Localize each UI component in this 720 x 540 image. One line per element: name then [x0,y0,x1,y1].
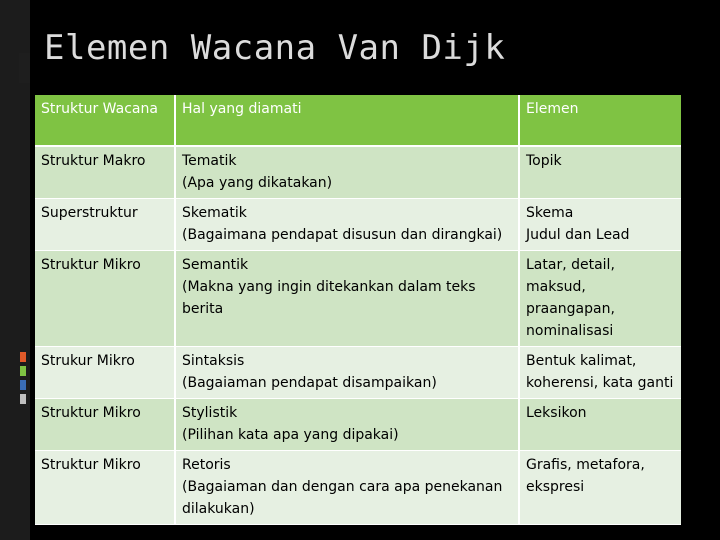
hal-description: (Bagaimana pendapat disusun dan dirangkai) [182,227,503,243]
accent-bar-gray [20,394,26,404]
slide-title: Elemen Wacana Van Dijk [44,28,506,68]
cell-struktur: Struktur Mikro [35,399,175,451]
hal-heading: Stylistik [182,405,238,421]
elemen-line: Judul dan Lead [526,227,630,243]
hal-description: (Apa yang dikatakan) [182,175,333,191]
hal-heading: Tematik [182,153,237,169]
hal-description: (Bagaiaman dan dengan cara apa penekanan dilakukan) [182,479,503,517]
elemen-line: Grafis, metafora, ekspresi [526,457,645,495]
cell-hal [175,399,519,451]
cell-hal [175,199,519,251]
hal-heading: Sintaksis [182,353,245,369]
accent-bar-green [20,366,26,376]
cell-elemen [519,399,681,451]
hal-description: (Pilihan kata apa yang dipakai) [182,427,399,443]
elemen-line: Latar, detail, maksud, praangapan, nominalisasi [526,257,615,339]
hal-description: (Bagaiaman pendapat disampaikan) [182,375,437,391]
cell-struktur: Strukur Mikro [35,347,175,399]
title-accent-block [19,53,30,83]
cell-hal [175,347,519,399]
elemen-line: Bentuk kalimat, koherensi, kata ganti [526,353,674,391]
cell-elemen [519,146,681,199]
table-row [35,399,681,451]
accent-bar-blue [20,380,26,390]
hal-heading: Semantik [182,257,249,273]
elemen-line: Topik [526,153,562,169]
table-header-row [35,95,681,146]
table-row [35,347,681,399]
hal-heading: Retoris [182,457,231,473]
table-row [35,146,681,199]
accent-bar-orange [20,352,26,362]
table-row [35,251,681,347]
cell-struktur: Struktur Makro [35,146,175,199]
hal-heading: Skematik [182,205,247,221]
cell-hal [175,251,519,347]
cell-hal [175,146,519,199]
table-container [35,95,681,540]
elements-table [35,95,681,525]
cell-struktur: Struktur Mikro [35,251,175,347]
cell-elemen [519,251,681,347]
cell-elemen [519,199,681,251]
header-hal-yang-diamati: Hal yang diamati [175,95,519,146]
hal-description: (Makna yang ingin ditekankan dalam teks berita [182,279,476,317]
elemen-line: Leksikon [526,405,587,421]
cell-hal [175,451,519,525]
table-row [35,451,681,525]
table-row [35,199,681,251]
cell-struktur: Superstruktur [35,199,175,251]
cell-struktur: Struktur Mikro [35,451,175,525]
cell-elemen [519,451,681,525]
header-struktur-wacana: Struktur Wacana [35,95,175,146]
cell-elemen [519,347,681,399]
header-elemen: Elemen [519,95,681,146]
elemen-line: Skema [526,205,574,221]
